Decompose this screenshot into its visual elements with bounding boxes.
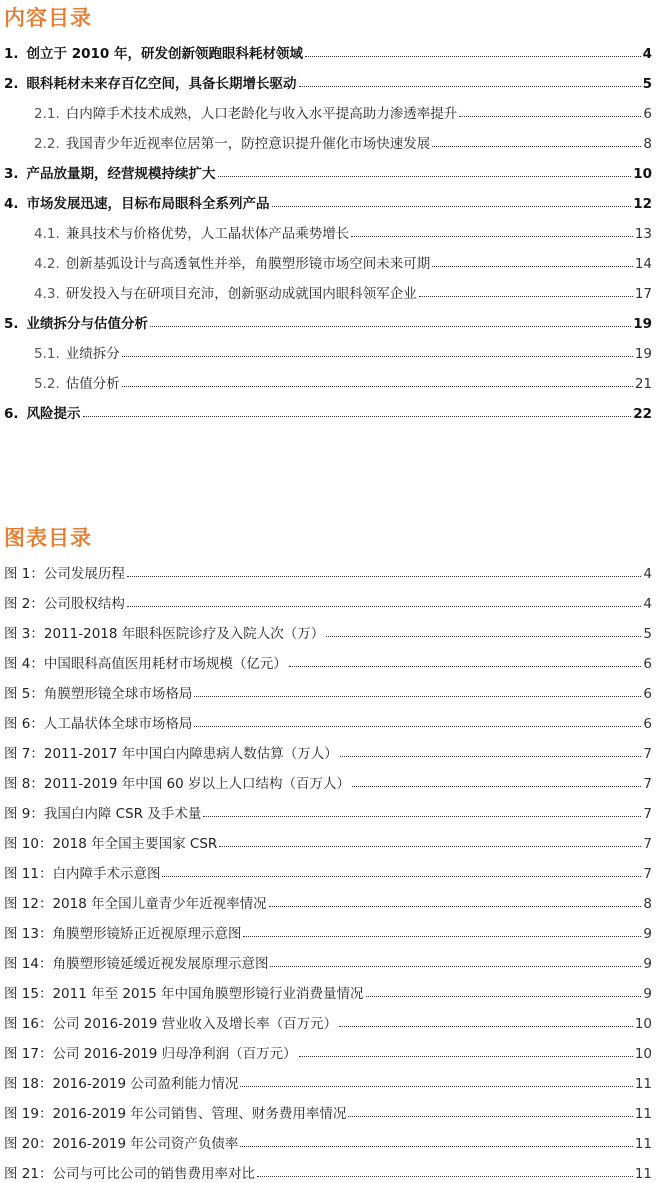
figure-item[interactable] xyxy=(4,980,652,1002)
toc-item-number: 5.1. xyxy=(34,346,60,362)
dot-leader xyxy=(127,576,642,577)
figure-item[interactable] xyxy=(4,740,652,762)
figure-item[interactable] xyxy=(4,560,652,582)
toc-item[interactable] xyxy=(34,130,652,152)
dot-leader xyxy=(339,1026,633,1027)
toc-item[interactable] xyxy=(34,370,652,392)
figure-item[interactable] xyxy=(4,710,652,732)
figure-item[interactable] xyxy=(4,830,652,852)
figure-item[interactable] xyxy=(4,1130,652,1152)
toc-item-page: 17 xyxy=(634,286,652,302)
toc-item[interactable] xyxy=(34,250,652,272)
figure-item-page: 9 xyxy=(643,926,652,942)
dot-leader xyxy=(127,606,642,607)
toc-item-page: 21 xyxy=(634,376,652,392)
figure-item-page: 10 xyxy=(634,1046,652,1062)
figure-item-page: 7 xyxy=(643,806,652,822)
toc-title: 内容目录 xyxy=(4,6,92,30)
figure-item[interactable] xyxy=(4,860,652,882)
dot-leader xyxy=(305,56,641,57)
figure-item-page: 5 xyxy=(643,626,652,642)
dot-leader xyxy=(270,966,641,967)
dot-leader xyxy=(352,786,641,787)
figure-item[interactable] xyxy=(4,920,652,942)
figure-item[interactable] xyxy=(4,1160,652,1182)
toc-item-number: 2.1. xyxy=(34,106,60,122)
dot-leader xyxy=(122,386,633,387)
toc-item-page: 13 xyxy=(634,226,652,242)
figure-item-text: 图 21：公司与可比公司的销售费用率对比 xyxy=(4,1166,255,1182)
figure-item-page: 11 xyxy=(634,1136,652,1152)
toc-item-number: 4.2. xyxy=(34,256,60,272)
figure-item-page: 4 xyxy=(643,596,652,612)
dot-leader xyxy=(203,816,641,817)
figure-item-page: 4 xyxy=(643,566,652,582)
figure-item-text: 图 6：人工晶状体全球市场格局 xyxy=(4,716,193,732)
figure-item-text: 图 14：角膜塑形镜延缓近视发展原理示意图 xyxy=(4,956,269,972)
figure-item-page: 7 xyxy=(643,746,652,762)
dot-leader xyxy=(340,756,642,757)
toc-item-page: 4 xyxy=(642,46,652,62)
figure-item[interactable] xyxy=(4,770,652,792)
figure-item-text: 图 18：2016-2019 公司盈利能力情况 xyxy=(4,1076,239,1092)
figure-item-text: 图 2：公司股权结构 xyxy=(4,596,125,612)
toc-item-page: 10 xyxy=(633,166,652,182)
toc-item-page: 19 xyxy=(634,346,652,362)
figure-item-text: 图 10：2018 年全国主要国家 CSR xyxy=(4,836,218,852)
dot-leader xyxy=(419,296,633,297)
toc-item-number: 5.2. xyxy=(34,376,60,392)
toc-item-page: 6 xyxy=(643,106,652,122)
figure-item-page: 8 xyxy=(643,896,652,912)
figure-item-page: 7 xyxy=(643,836,652,852)
dot-leader xyxy=(351,236,633,237)
figure-item-text: 图 3：2011-2018 年眼科医院诊疗及入院人次（万） xyxy=(4,626,325,642)
toc-item-number: 6. xyxy=(4,406,19,422)
figure-item[interactable] xyxy=(4,1040,652,1062)
toc-item-text: 创新基弧设计与高透氧性并举，角膜塑形镜市场空间未来可期 xyxy=(65,256,431,272)
dot-leader xyxy=(348,1116,632,1117)
figure-item-text: 图 4：中国眼科高值医用耗材市场规模（亿元） xyxy=(4,656,287,672)
figure-item[interactable] xyxy=(4,1100,652,1122)
toc-item[interactable] xyxy=(4,190,652,212)
toc-item-text: 白内障手术技术成熟，人口老龄化与收入水平提高助力渗透率提升 xyxy=(65,106,458,122)
toc-item-text: 风险提示 xyxy=(26,406,81,422)
dot-leader xyxy=(219,846,641,847)
figure-item-page: 11 xyxy=(634,1166,652,1182)
figure-item[interactable] xyxy=(4,890,652,912)
toc-item-text: 业绩拆分与估值分析 xyxy=(26,316,149,332)
figure-item-text: 图 17：公司 2016-2019 归母净利润（百万元） xyxy=(4,1046,297,1062)
toc-item[interactable] xyxy=(34,280,652,302)
figure-item-text: 图 19：2016-2019 年公司销售、管理、财务费用率情况 xyxy=(4,1106,347,1122)
toc-item-number: 4.1. xyxy=(34,226,60,242)
figure-item[interactable] xyxy=(4,680,652,702)
toc-item[interactable] xyxy=(4,70,652,92)
figure-item-page: 7 xyxy=(643,866,652,882)
dot-leader xyxy=(194,726,641,727)
toc-item-text: 估值分析 xyxy=(65,376,120,392)
dot-leader xyxy=(194,696,641,697)
dot-leader xyxy=(299,86,641,87)
dot-leader xyxy=(83,416,632,417)
toc-item-text: 业绩拆分 xyxy=(65,346,120,362)
dot-leader xyxy=(218,176,632,177)
dot-leader xyxy=(432,146,641,147)
toc-item[interactable] xyxy=(4,310,652,332)
figure-item-text: 图 9：我国白内障 CSR 及手术量 xyxy=(4,806,202,822)
toc-item-page: 14 xyxy=(634,256,652,272)
figure-item-text: 图 15：2011 年至 2015 年中国角膜塑形镜行业消费量情况 xyxy=(4,986,364,1002)
toc-item-number: 5. xyxy=(4,316,19,332)
dot-leader xyxy=(459,116,641,117)
figure-item[interactable] xyxy=(4,950,652,972)
toc-item-page: 5 xyxy=(642,76,652,92)
figure-item[interactable] xyxy=(4,1070,652,1092)
toc-item-text: 创立于 2010 年，研发创新领跑眼科耗材领域 xyxy=(26,46,304,62)
dot-leader xyxy=(122,356,633,357)
figure-item-page: 6 xyxy=(643,716,652,732)
dot-leader xyxy=(243,936,641,937)
figure-item-text: 图 11：白内障手术示意图 xyxy=(4,866,161,882)
dot-leader xyxy=(150,326,631,327)
toc-item-number: 2.2. xyxy=(34,136,60,152)
toc-item[interactable] xyxy=(34,220,652,242)
toc-item-number: 4.3. xyxy=(34,286,60,302)
toc-item-text: 我国青少年近视率位居第一，防控意识提升催化市场快速发展 xyxy=(65,136,431,152)
toc-item-number: 4. xyxy=(4,196,19,212)
dot-leader xyxy=(432,266,633,267)
figure-item-page: 11 xyxy=(634,1076,652,1092)
dot-leader xyxy=(326,636,641,637)
figure-item-text: 图 7：2011-2017 年中国白内障患病人数估算（万人） xyxy=(4,746,338,762)
figure-item-text: 图 1：公司发展历程 xyxy=(4,566,125,582)
dot-leader xyxy=(272,206,632,207)
dot-leader xyxy=(240,1146,632,1147)
toc-item[interactable] xyxy=(4,40,652,62)
figure-item[interactable] xyxy=(4,800,652,822)
toc-item-page: 22 xyxy=(633,406,652,422)
figure-item-page: 10 xyxy=(634,1016,652,1032)
figure-item-text: 图 8：2011-2019 年中国 60 岁以上人口结构（百万人） xyxy=(4,776,351,792)
toc-item-text: 市场发展迅速，目标布局眼科全系列产品 xyxy=(26,196,270,212)
toc-item-page: 8 xyxy=(643,136,652,152)
toc-item[interactable] xyxy=(4,400,652,422)
toc-item-text: 产品放量期，经营规模持续扩大 xyxy=(26,166,216,182)
toc-item-number: 3. xyxy=(4,166,19,182)
toc-item-page: 19 xyxy=(633,316,652,332)
toc-item[interactable] xyxy=(4,160,652,182)
dot-leader xyxy=(299,1056,633,1057)
figure-item-page: 11 xyxy=(634,1106,652,1122)
toc-item-text: 兼具技术与价格优势，人工晶状体产品乘势增长 xyxy=(65,226,350,242)
toc-item-text: 眼科耗材未来存百亿空间，具备长期增长驱动 xyxy=(26,76,297,92)
toc-item[interactable] xyxy=(34,340,652,362)
toc-item-page: 12 xyxy=(633,196,652,212)
figure-item[interactable] xyxy=(4,590,652,612)
figure-item-text: 图 20：2016-2019 年公司资产负债率 xyxy=(4,1136,239,1152)
figure-item-text: 图 12：2018 年全国儿童青少年近视率情况 xyxy=(4,896,267,912)
dot-leader xyxy=(240,1086,632,1087)
dot-leader xyxy=(162,876,641,877)
toc-item-number: 2. xyxy=(4,76,19,92)
figure-item[interactable] xyxy=(4,1010,652,1032)
dot-leader xyxy=(269,906,642,907)
figure-item-text: 图 13：角膜塑形镜矫正近视原理示意图 xyxy=(4,926,242,942)
figure-item-page: 7 xyxy=(643,776,652,792)
dot-leader xyxy=(289,666,642,667)
figure-item-page: 6 xyxy=(643,686,652,702)
toc-item-text: 研发投入与在研项目充沛，创新驱动成就国内眼科领军企业 xyxy=(65,286,417,302)
toc-item-number: 1. xyxy=(4,46,19,62)
toc-item[interactable] xyxy=(34,100,652,122)
dot-leader xyxy=(366,996,642,997)
figure-item[interactable] xyxy=(4,650,652,672)
figure-item-page: 9 xyxy=(643,986,652,1002)
figure-item-text: 图 16：公司 2016-2019 营业收入及增长率（百万元） xyxy=(4,1016,338,1032)
figure-item[interactable] xyxy=(4,620,652,642)
dot-leader xyxy=(257,1176,633,1177)
figure-item-page: 6 xyxy=(643,656,652,672)
figure-item-text: 图 5：角膜塑形镜全球市场格局 xyxy=(4,686,193,702)
figures-title: 图表目录 xyxy=(4,526,92,550)
figure-item-page: 9 xyxy=(643,956,652,972)
